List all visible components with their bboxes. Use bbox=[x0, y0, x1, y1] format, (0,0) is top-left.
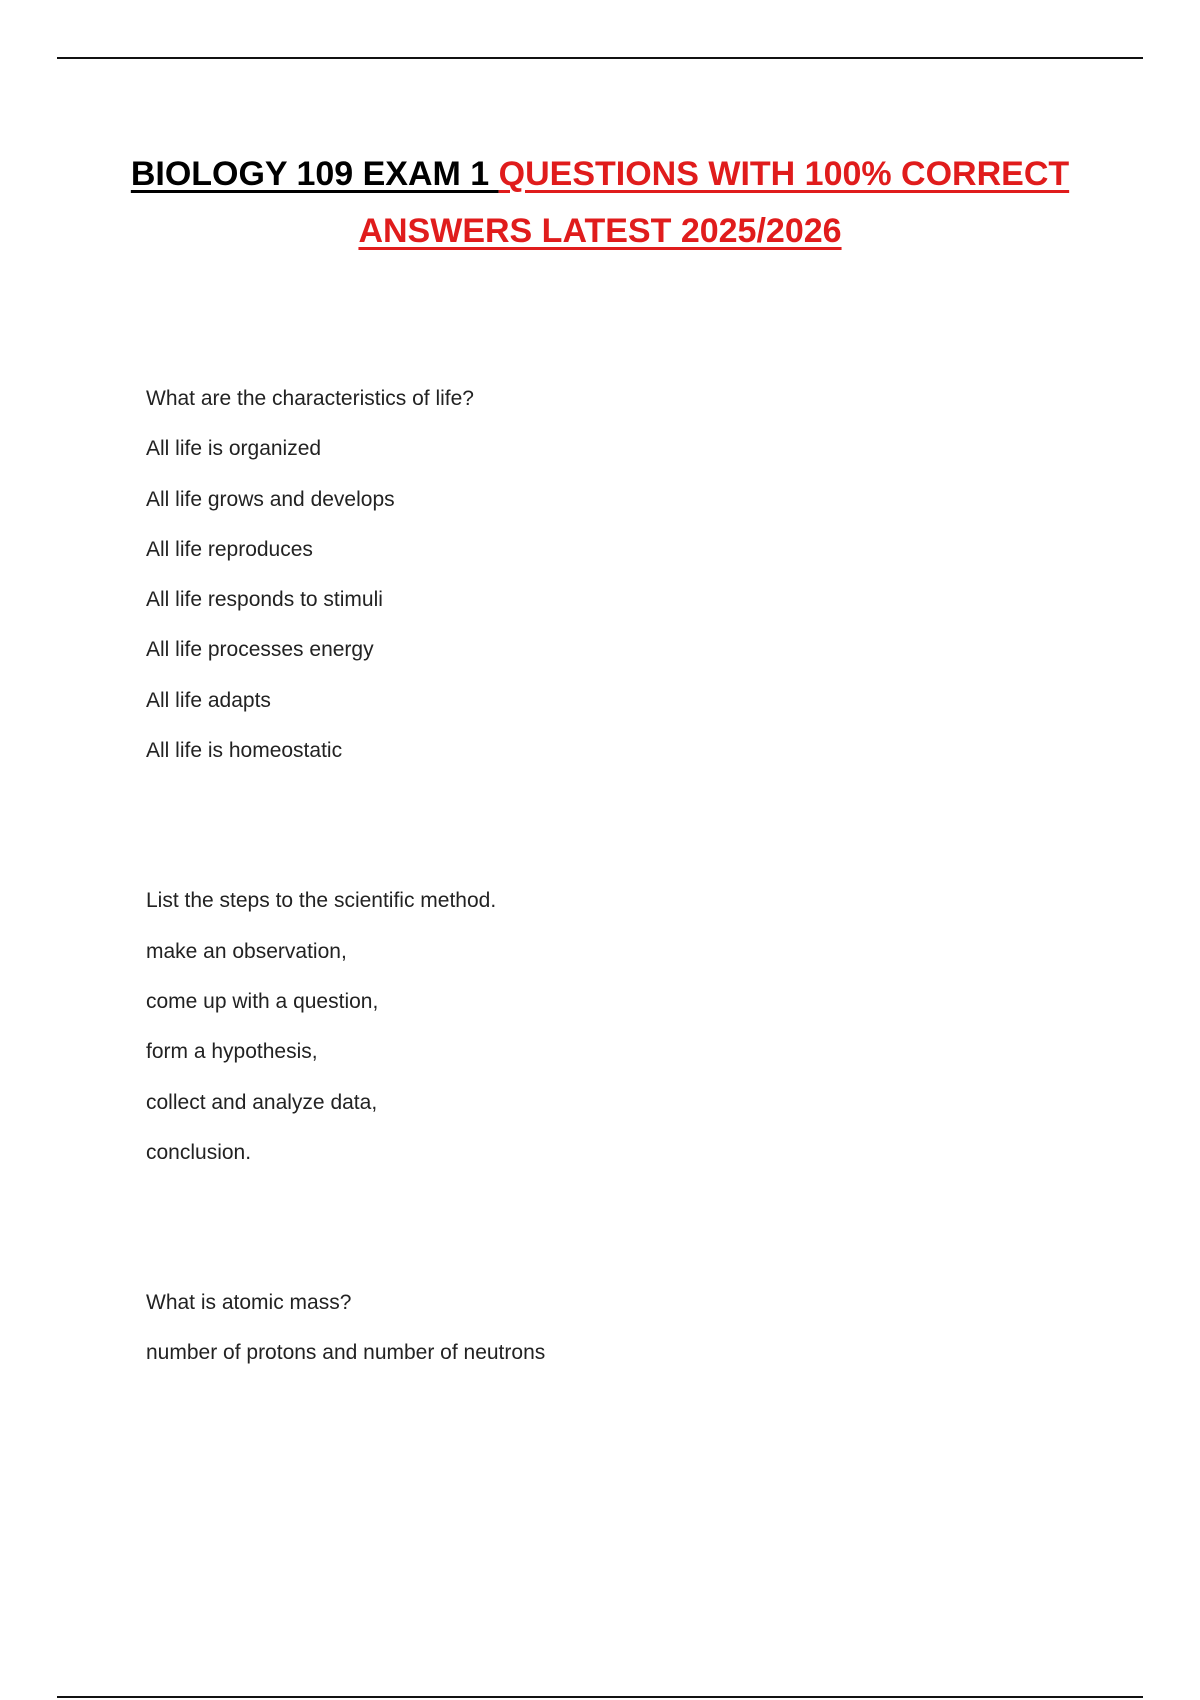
top-rule bbox=[57, 57, 1143, 59]
title-subtitle: QUESTIONS WITH 100% CORRECT ANSWERS LATEST 2025/2026 bbox=[358, 155, 1070, 250]
bottom-rule bbox=[57, 1696, 1143, 1698]
question: What is atomic mass? bbox=[146, 1291, 352, 1315]
answer-line: All life processes energy bbox=[146, 638, 374, 662]
answer-line: All life reproduces bbox=[146, 537, 313, 561]
answer-line: All life grows and develops bbox=[146, 487, 395, 511]
title-course: BIOLOGY 109 EXAM 1 bbox=[130, 155, 499, 193]
answer-line: All life is homeostatic bbox=[146, 739, 343, 763]
answer-line: conclusion. bbox=[146, 1140, 252, 1164]
answer-line: All life responds to stimuli bbox=[146, 588, 383, 612]
qa-block-1 bbox=[146, 374, 1096, 776]
qa-block-2 bbox=[146, 876, 1096, 1178]
answer-line: come up with a question, bbox=[146, 989, 379, 1013]
question: What are the characteristics of life? bbox=[146, 387, 474, 410]
answer-line: make an observation, bbox=[146, 939, 347, 963]
answer-line: form a hypothesis, bbox=[146, 1040, 318, 1064]
answer-line: All life is organized bbox=[146, 437, 322, 461]
answer-line: All life adapts bbox=[146, 688, 271, 712]
document-body bbox=[146, 374, 1096, 1379]
answer-line: number of protons and number of neutrons bbox=[146, 1341, 546, 1365]
document-title bbox=[100, 146, 1100, 260]
answer-line: collect and analyze data, bbox=[146, 1090, 378, 1114]
qa-block-3 bbox=[146, 1278, 1096, 1379]
question: List the steps to the scientific method. bbox=[146, 889, 497, 913]
